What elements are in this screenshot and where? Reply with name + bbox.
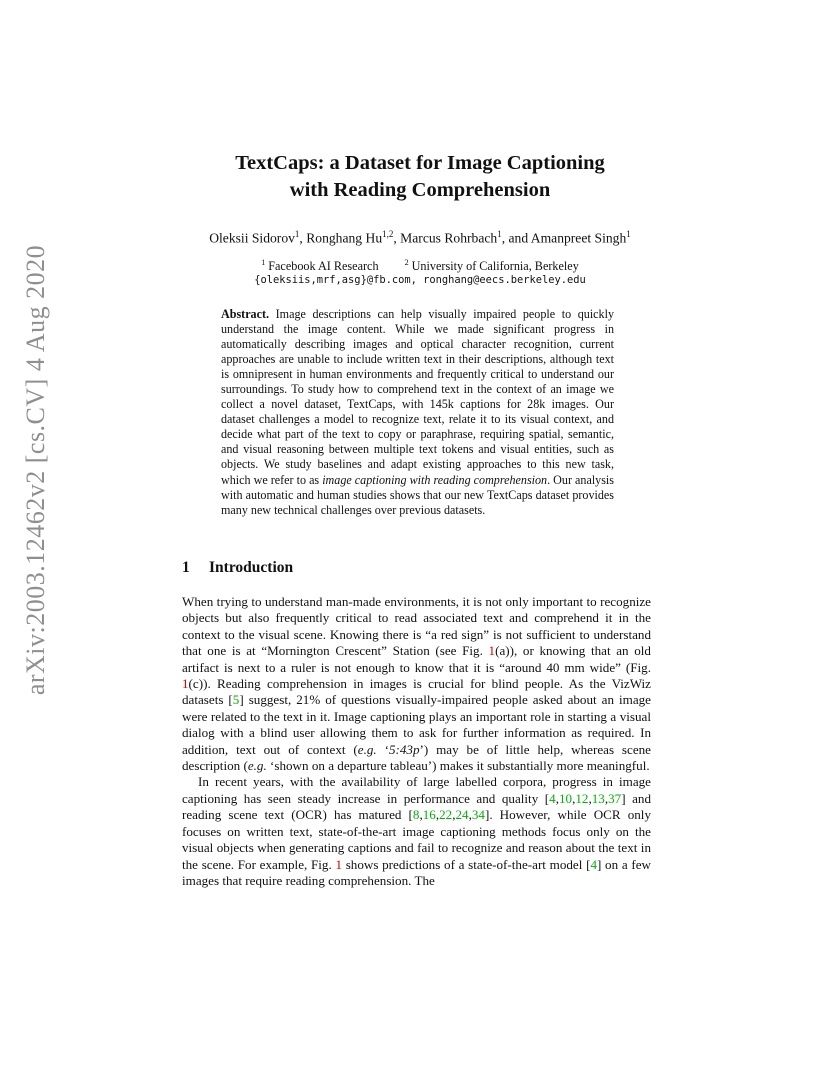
affiliation-mark: 2 (404, 258, 409, 267)
emphasis-text: e.g. (247, 758, 267, 774)
paragraph-text: (a)), or knowing that an old artifact is next to a ruler is not enough to know that it is “around 40 mm wide” (Fig. (182, 643, 651, 675)
abstract (221, 307, 614, 518)
paragraph-text: ‘ (376, 741, 389, 757)
citation-link[interactable]: 13 (591, 790, 605, 806)
citation-link[interactable]: 37 (608, 790, 622, 806)
citation-link[interactable]: 5 (232, 692, 240, 708)
citation-link[interactable]: 10 (558, 790, 573, 806)
affiliation-name: University of California, Berkeley (411, 259, 579, 274)
paragraph-text: (c)). Reading comprehension in images is crucial for blind people. As the VizWiz datasets [ (182, 676, 651, 708)
author-list (120, 229, 720, 247)
emphasis-text: e.g. (357, 741, 377, 757)
author-affiliation-mark: 1 (294, 229, 300, 239)
paragraph-text: ’) may be of little help, whereas scene description ( (182, 741, 651, 774)
citation-link[interactable]: 34 (471, 807, 485, 823)
author-affiliation-mark: 1 (497, 229, 502, 239)
paragraph: In recent years, with the availability of large labelled corpora, progress in image captioning has seen steady increase in performance and quality [4,10,12,13,37] and reading scene text (OCR) has matured [8,16,22,24,34]. However, while OCR only focuses on written text, state-of-the-art image captioning methods focus only on the visual objects when generating captions and fail to recognize and reason about the text in the scene. For example, Fig. 1 shows predictions of a state-of-the-art model [4] on a few images that require reading comprehension. The (182, 774, 651, 888)
section-title: Introduction (209, 559, 294, 576)
title-line-1: TextCaps: a Dataset for Image Captioning (235, 152, 605, 174)
figure-ref-link[interactable]: 1 (488, 643, 496, 659)
citation-link[interactable]: 24 (455, 807, 469, 823)
abstract-text: Image descriptions can help visually impaired people to quickly understand the image content. While we made significant progress in automatically describing images and optical character recognition, current approaches are unable to include written text in their descriptions, although text is omnipresent in human environments and frequently critical to understand our surroundings. To study how to comprehend text in the context of an image we collect a novel dataset, TextCaps, with 145k captions for 28k images. Our dataset challenges a model to recognize text, relate it to its visual context, and decide what part of the text to copy or paraphrase, requiring spatial, semantic, and visual reasoning between multiple text tokens and visual entities, such as objects. We study baselines and adapt existing approaches to this new task, which we refer to as (221, 307, 614, 487)
abstract-emphasis: image captioning with reading comprehension (322, 472, 548, 487)
paragraph-text: shows predictions of a state-of-the-art model [ (341, 856, 591, 872)
author-separator: , (393, 230, 401, 246)
paragraph-text: ] suggest, 21% of questions visually-impaired people asked about an image were related to the text in it. Image captioning plays an important role in starting a visual dialog with a blind user allowing them to ask for further information as required. In addition, text out of context ( (182, 692, 651, 757)
author-name: Oleksii Sidorov (209, 230, 295, 246)
paragraph-text: ]. However, while OCR only focuses on written text, state-of-the-art image captioning methods focus only on the visual objects when generating captions and fail to recognize and reason about the text in the scene. For example, Fig. (182, 807, 651, 872)
affiliation-mark: 1 (261, 258, 266, 267)
emphasis-text: 5:43p (388, 741, 420, 757)
citation-link[interactable]: 4 (590, 856, 597, 872)
author-name: Marcus Rohrbach (400, 230, 498, 246)
author-name: Amanpreet Singh (530, 230, 627, 246)
paragraph-text: In recent years, with the availability of large labelled corpora, progress in image captioning has seen steady increase in performance and quality [ (182, 774, 651, 806)
section-heading (182, 559, 293, 577)
abstract-text: . Our analysis with automatic and human studies shows that our new TextCaps dataset provides many new technical challenges over previous datasets. (221, 472, 614, 517)
affiliation-name: Facebook AI Research (268, 259, 379, 274)
paragraph-text: ] on a few images that require reading comprehension. The (182, 856, 651, 888)
author-affiliation-mark: 1 (626, 229, 631, 239)
title-line-2: with Reading Comprehension (289, 179, 551, 201)
paper-title (120, 150, 720, 204)
citation-link[interactable]: 8 (412, 807, 420, 823)
abstract-label: Abstract. (221, 307, 270, 321)
paragraph (182, 594, 651, 774)
arxiv-side-stamp: arXiv:2003.12462v2 [cs.CV] 4 Aug 2020 (21, 244, 50, 696)
paragraph-text: When trying to understand man-made environments, it is not only important to recognize objects but also frequently critical to read associated text and comprehend it in the context to the visual scene. Knowing there is “a red sign” is not sufficient to understand that one is at “Mornington Crescent” Station (see Fig. (182, 594, 651, 659)
citation-link[interactable]: 22 (439, 807, 453, 823)
body-text (182, 594, 651, 889)
section-number: 1 (182, 559, 190, 576)
author-affiliation-mark: 1,2 (382, 229, 394, 239)
citation-link[interactable]: 4 (549, 790, 556, 806)
figure-ref-link[interactable]: 1 (182, 676, 189, 692)
figure-ref-link[interactable]: 1 (335, 856, 342, 872)
author-name: Ronghang Hu (306, 230, 383, 246)
citation-link[interactable]: 16 (422, 807, 436, 823)
citation-link[interactable]: 12 (575, 790, 589, 806)
author-emails: {oleksiis,mrf,asg}@fb.com, ronghang@eecs.berkeley.edu (254, 274, 586, 286)
author-separator: , and (501, 230, 531, 246)
paragraph-text: ] and reading scene text (OCR) has matured [ (182, 790, 651, 823)
paragraph-text: ‘shown on a departure tableau’) makes it substantially more meaningful. (266, 758, 650, 774)
author-separator: , (299, 230, 307, 246)
affiliation-list (120, 258, 720, 274)
